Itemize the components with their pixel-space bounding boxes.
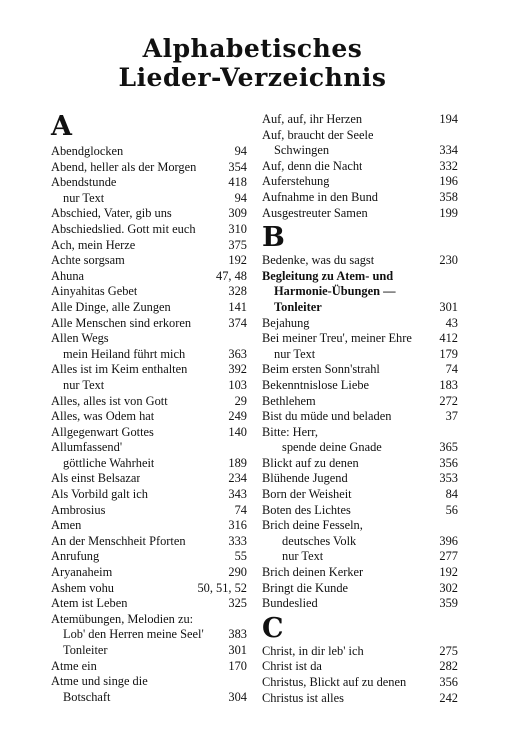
index-entry: [51, 144, 247, 160]
index-entry: [262, 471, 458, 487]
index-entry: [262, 644, 458, 660]
entry-page-number: 140: [228, 424, 247, 439]
index-entry: [51, 191, 247, 207]
index-section: [262, 112, 458, 221]
entry-page-number: 353: [439, 471, 458, 486]
index-entry: [262, 534, 458, 550]
entry-page-number: 43: [445, 315, 458, 330]
entry-page-number: 356: [439, 455, 458, 470]
entry-title: Atme und singe die: [51, 674, 148, 689]
entry-page-number: 29: [234, 393, 247, 408]
index-entry: [262, 284, 458, 300]
entry-page-number: 230: [439, 253, 458, 268]
entry-title: Schwingen: [274, 143, 330, 158]
index-entry: [262, 503, 458, 519]
entry-page-number: 74: [445, 362, 458, 377]
entry-title: Als Vorbild galt ich: [51, 487, 148, 502]
entry-title: nur Text: [63, 377, 105, 392]
index-entry: [262, 549, 458, 565]
entry-title: Abschiedslied. Gott mit euch: [51, 221, 196, 236]
entry-page-number: 359: [439, 596, 458, 611]
entry-title: Begleitung zu Atem- und: [262, 268, 394, 283]
entry-page-number: 356: [439, 675, 458, 689]
entry-page-number: 309: [228, 206, 247, 221]
index-entry: [262, 174, 458, 190]
entry-title: mein Heiland führt mich: [63, 346, 186, 361]
index-entry: [51, 440, 247, 456]
index-entry: [51, 409, 247, 425]
index-section: [51, 112, 247, 705]
entry-title: Bist du müde und beladen: [262, 409, 392, 424]
section-letter: A: [51, 111, 72, 142]
index-entry: [262, 394, 458, 410]
entry-page-number: 74: [234, 502, 247, 517]
entry-title: Allumfassend': [51, 440, 123, 455]
entry-title: Ahuna: [51, 268, 85, 283]
index-entry: [51, 487, 247, 503]
index-entry: [262, 565, 458, 581]
entry-title: Abendstunde: [51, 175, 117, 190]
entry-title: Auf, braucht der Seele: [262, 127, 374, 142]
index-entry: [51, 659, 247, 675]
index-entry: [262, 487, 458, 503]
entry-title: Abend, heller als der Morgen: [51, 159, 197, 174]
entry-page-number: 194: [439, 112, 458, 126]
entry-page-number: 183: [439, 377, 458, 392]
index-entry: [262, 143, 458, 159]
entry-page-number: 94: [234, 190, 247, 205]
index-entry: [51, 581, 247, 597]
index-entry: [51, 362, 247, 378]
index-entry: [51, 471, 247, 487]
index-entry: [262, 347, 458, 363]
index-section: [262, 223, 458, 612]
entry-title: Atme ein: [51, 658, 97, 673]
index-entry: [262, 440, 458, 456]
entry-title: Bedenke, was du sagst: [262, 253, 375, 268]
entry-page-number: 332: [439, 158, 458, 173]
entry-title: Botschaft: [63, 689, 111, 704]
entry-page-number: 234: [228, 471, 247, 486]
entry-title: Born der Weisheit: [262, 487, 352, 502]
index-entry: [51, 643, 247, 659]
entry-title: Ashem vohu: [51, 580, 114, 595]
index-entry: [262, 596, 458, 612]
index-entry: [262, 425, 458, 441]
index-entry: [51, 565, 247, 581]
index-entry: [51, 690, 247, 706]
entry-title: Alles, was Odem hat: [51, 409, 155, 424]
entry-title: Alle Menschen sind erkoren: [51, 315, 192, 330]
entry-page-number: 56: [445, 502, 458, 517]
index-entry: [51, 596, 247, 612]
index-entry: [51, 518, 247, 534]
entry-page-number: 418: [228, 175, 247, 190]
index-entry: [262, 691, 458, 707]
index-entry: [262, 518, 458, 534]
entry-title: Atemübungen, Melodien zu:: [51, 611, 194, 626]
entry-title: Bejahung: [262, 315, 310, 330]
entry-page-number: 249: [228, 409, 247, 424]
entry-page-number: 396: [439, 533, 458, 548]
entry-page-number: 301: [228, 643, 247, 657]
section-letter: C: [262, 612, 284, 644]
title-line-1: Alphabetisches: [142, 34, 363, 63]
entry-title: Bei meiner Treu', meiner Ehre: [262, 331, 412, 346]
entry-title: Christ ist da: [262, 659, 322, 674]
index-entry: [262, 206, 458, 222]
index-entry: [262, 331, 458, 347]
entry-page-number: 55: [234, 549, 247, 564]
entry-title: Brich deinen Kerker: [262, 565, 364, 580]
entry-page-number: 37: [445, 409, 458, 424]
entry-page-number: 343: [228, 487, 247, 502]
entry-page-number: 47, 48: [216, 268, 247, 283]
entry-title: Als einst Belsazar: [51, 471, 141, 486]
entry-title: Boten des Lichtes: [262, 502, 351, 517]
entry-page-number: 333: [228, 533, 247, 548]
entry-title: Alles ist im Keim enthalten: [51, 362, 188, 377]
index-entry: [51, 612, 247, 628]
entry-page-number: 94: [234, 144, 247, 158]
entry-page-number: 301: [439, 299, 458, 314]
entry-title: Aryanaheim: [51, 565, 113, 580]
index-entry: [262, 190, 458, 206]
entry-page-number: 179: [439, 346, 458, 361]
entry-title: göttliche Wahrheit: [63, 455, 155, 470]
index-entry: [51, 269, 247, 285]
entry-page-number: 282: [439, 659, 458, 674]
entry-title: Aufnahme in den Bund: [262, 189, 378, 204]
index-entry: [51, 456, 247, 472]
entry-title: Allen Wegs: [51, 331, 109, 346]
index-entry: [51, 238, 247, 254]
entry-title: nur Text: [63, 190, 105, 205]
index-entry: [51, 300, 247, 316]
index-entry: [51, 503, 247, 519]
entry-page-number: 192: [439, 565, 458, 580]
entry-page-number: 275: [439, 643, 458, 658]
entry-page-number: 383: [228, 627, 247, 642]
index-entry: [51, 222, 247, 238]
entry-title: An der Menschheit Pforten: [51, 533, 186, 548]
entry-page-number: 304: [228, 689, 247, 704]
index-entry: [51, 253, 247, 269]
entry-title: Amen: [51, 518, 82, 533]
entry-title: Christ, in dir leb' ich: [262, 643, 364, 658]
entry-page-number: 412: [439, 331, 458, 346]
entry-title: Brich deine Fesseln,: [262, 518, 363, 533]
entry-title: Beim ersten Sonn'strahl: [262, 362, 380, 377]
entry-title: Ausgestreuter Samen: [262, 205, 368, 220]
section-letter: B: [262, 222, 285, 254]
entry-title: Ach, mein Herze: [51, 237, 136, 252]
entry-page-number: 103: [228, 377, 247, 392]
index-entry: [51, 331, 247, 347]
entry-title: Bekenntnislose Liebe: [262, 377, 370, 392]
entry-title: Auferstehung: [262, 174, 330, 189]
entry-title: Ambrosius: [51, 502, 106, 517]
entry-page-number: 170: [228, 658, 247, 673]
entry-page-number: 392: [228, 362, 247, 377]
index-entry: [262, 112, 458, 128]
entry-page-number: 358: [439, 189, 458, 204]
entry-page-number: 325: [228, 596, 247, 611]
entry-title: Abendglocken: [51, 144, 124, 158]
entry-page-number: 354: [228, 159, 247, 174]
entry-title: Bringt die Kunde: [262, 580, 349, 595]
entry-title: Tonleiter: [63, 643, 108, 657]
entry-title: Auf, auf, ihr Herzen: [262, 112, 363, 126]
index-column-right: [262, 112, 458, 706]
entry-title: Harmonie-Übungen —: [274, 284, 396, 299]
index-entry: [51, 674, 247, 690]
index-entry: [262, 581, 458, 597]
entry-title: nur Text: [282, 549, 324, 564]
entry-title: Christus ist alles: [262, 690, 344, 705]
entry-page-number: 328: [228, 284, 247, 299]
entry-page-number: 302: [439, 580, 458, 595]
index-entry: [262, 659, 458, 675]
index-entry: [262, 128, 458, 144]
entry-title: Lob' den Herren meine Seel': [63, 627, 204, 642]
entry-title: spende deine Gnade: [282, 440, 382, 455]
entry-page-number: 189: [228, 455, 247, 470]
entry-title: Atem ist Leben: [51, 596, 128, 611]
index-entry: [51, 549, 247, 565]
entry-page-number: 365: [439, 440, 458, 455]
index-entry: [262, 316, 458, 332]
index-entry: [262, 456, 458, 472]
entry-page-number: 84: [445, 487, 458, 502]
index-entry: [51, 425, 247, 441]
entry-title: Achte sorgsam: [51, 253, 125, 268]
entry-title: Blickt auf zu denen: [262, 455, 359, 470]
index-entry: [262, 362, 458, 378]
index-entry: [51, 347, 247, 363]
index-entry: [262, 300, 458, 316]
entry-title: Christus, Blickt auf zu denen: [262, 675, 407, 689]
index-entry: [51, 394, 247, 410]
title-line-2: Lieder-Verzeichnis: [118, 63, 387, 92]
entry-title: Alles, alles ist von Gott: [51, 393, 168, 408]
entry-title: nur Text: [274, 346, 316, 361]
entry-page-number: 316: [228, 518, 247, 533]
entry-page-number: 242: [439, 690, 458, 705]
index-entry: [51, 316, 247, 332]
entry-title: Auf, denn die Nacht: [262, 158, 363, 173]
entry-page-number: 375: [228, 237, 247, 252]
index-column-left: [51, 112, 247, 705]
entry-title: Abschied, Vater, gib uns: [51, 206, 172, 221]
entry-title: Alle Dinge, alle Zungen: [51, 299, 171, 314]
entry-title: deutsches Volk: [282, 533, 357, 548]
entry-page-number: 196: [439, 174, 458, 189]
entry-title: Anrufung: [51, 549, 100, 564]
index-entry: [262, 269, 458, 285]
index-entry: [51, 627, 247, 643]
index-entry: [262, 675, 458, 691]
index-entry: [262, 409, 458, 425]
index-entry: [51, 206, 247, 222]
page-title: [0, 34, 505, 92]
entry-title: Tonleiter: [274, 299, 322, 314]
entry-page-number: 50, 51, 52: [197, 580, 247, 595]
entry-page-number: 192: [228, 253, 247, 268]
entry-page-number: 290: [228, 565, 247, 580]
entry-page-number: 141: [228, 299, 247, 314]
entry-page-number: 272: [439, 393, 458, 408]
index-section: [262, 614, 458, 706]
entry-title: Blühende Jugend: [262, 471, 348, 486]
entry-title: Ainyahitas Gebet: [51, 284, 138, 299]
index-entry: [262, 253, 458, 269]
index-entry: [262, 159, 458, 175]
entry-page-number: 374: [228, 315, 247, 330]
entry-page-number: 310: [228, 221, 247, 236]
index-entry: [51, 534, 247, 550]
index-entry: [262, 378, 458, 394]
index-entry: [51, 284, 247, 300]
entry-title: Bethlehem: [262, 393, 316, 408]
entry-page-number: 277: [439, 549, 458, 564]
entry-title: Bundeslied: [262, 596, 318, 611]
index-entry: [51, 160, 247, 176]
index-entry: [51, 175, 247, 191]
index-entry: [51, 378, 247, 394]
entry-page-number: 334: [439, 143, 458, 158]
entry-title: Bitte: Herr,: [262, 424, 318, 439]
entry-page-number: 363: [228, 346, 247, 361]
entry-title: Allgegenwart Gottes: [51, 424, 154, 439]
entry-page-number: 199: [439, 205, 458, 220]
